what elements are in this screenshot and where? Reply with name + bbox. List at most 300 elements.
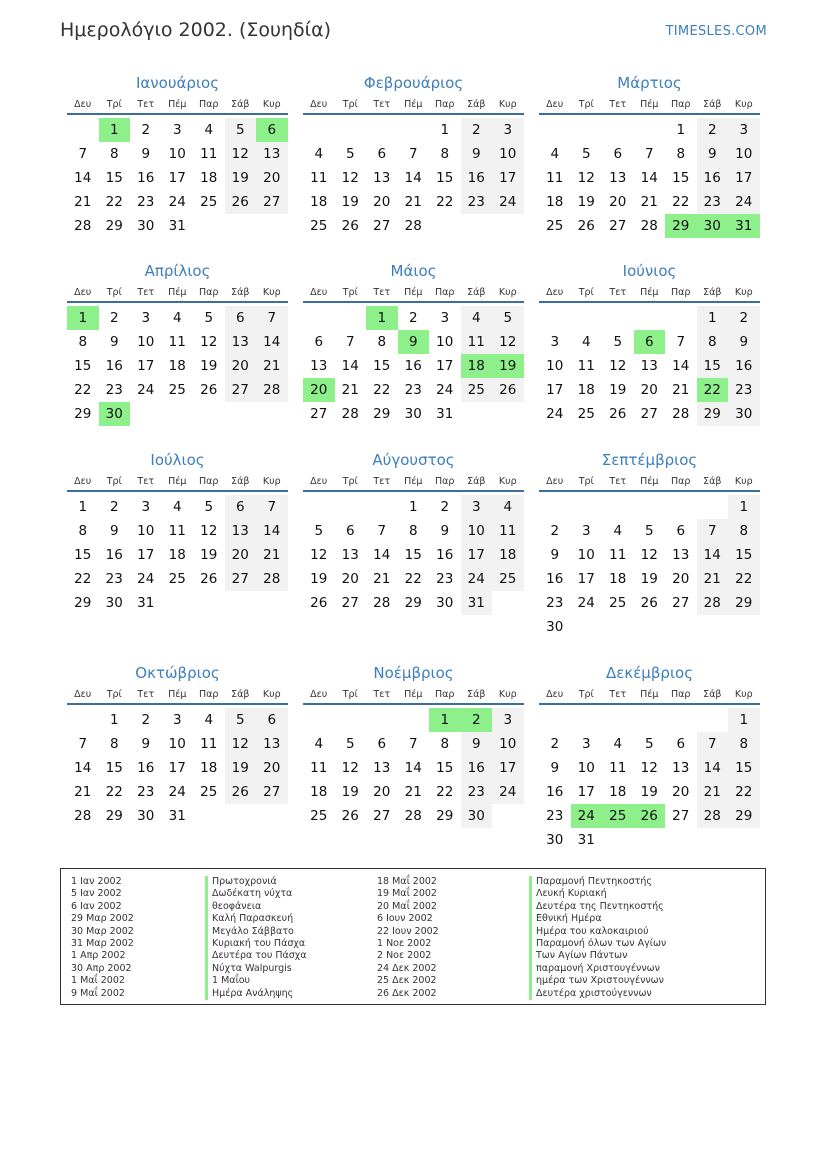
empty-day-cell <box>256 591 288 615</box>
weekend-day-cell: 7 <box>697 732 729 756</box>
day-cell: 8 <box>109 736 119 752</box>
week-row <box>303 306 524 330</box>
weekday-header <box>539 473 760 492</box>
day-cell: 23 <box>137 194 155 210</box>
day-cell: 29 <box>74 595 92 611</box>
holiday-name: θεοφάνεια <box>205 901 307 913</box>
day-cell: 26 <box>341 218 359 234</box>
empty-day-cell <box>461 214 493 238</box>
weekday-label: Κυρ <box>262 476 281 487</box>
week-row <box>67 543 288 567</box>
month-calendar <box>67 449 288 615</box>
day-cell: 4 <box>314 736 324 752</box>
empty-day-cell <box>303 306 335 330</box>
day-cell: 18 <box>310 194 328 210</box>
day-cell: 9 <box>141 736 151 752</box>
holiday-name: Λευκή Κυριακή <box>529 888 666 900</box>
empty-day-cell <box>571 306 603 330</box>
weekday-label: Δευ <box>546 99 564 110</box>
week-row <box>303 190 524 214</box>
day-cell: 26 <box>640 595 658 611</box>
day-cell: 25 <box>168 382 186 398</box>
weekday-label: Κυρ <box>498 689 517 700</box>
holiday-name: Παραμονή όλων των Αγίων <box>529 938 666 950</box>
weekday-header <box>303 96 524 115</box>
day-cell: 10 <box>436 334 454 350</box>
day-cell: 23 <box>546 808 564 824</box>
weekend-day-cell: 26 <box>225 190 257 214</box>
holiday-day-cell: 9 <box>398 330 430 354</box>
day-cell: 15 <box>373 358 391 374</box>
weekday-label: Κυρ <box>262 287 281 298</box>
holiday-name: Νύχτα Walpurgis <box>205 963 307 975</box>
day-cell: 8 <box>78 523 88 539</box>
weekend-day-cell: 16 <box>728 354 760 378</box>
weekday-label: Τετ <box>373 476 391 487</box>
weekend-day-cell: 17 <box>728 166 760 190</box>
day-cell: 30 <box>137 218 155 234</box>
weekend-day-cell: 5 <box>225 118 257 142</box>
weekday-label: Σάβ <box>703 476 722 487</box>
weekend-day-cell: 6 <box>225 495 257 519</box>
holiday-day-cell: 6 <box>634 330 666 354</box>
day-cell: 13 <box>310 358 328 374</box>
holiday-date: 1 Απρ 2002 <box>71 950 126 962</box>
day-cell: 2 <box>550 523 560 539</box>
month-calendar <box>303 260 524 426</box>
day-cell: 27 <box>341 595 359 611</box>
weekend-day-cell: 17 <box>492 756 524 780</box>
day-cell: 30 <box>105 595 123 611</box>
day-cell: 22 <box>74 571 92 587</box>
weekday-label: Τρί <box>106 689 122 700</box>
empty-day-cell <box>303 495 335 519</box>
empty-day-cell <box>193 214 225 238</box>
day-cell: 16 <box>137 170 155 186</box>
weekend-day-cell: 14 <box>256 330 288 354</box>
day-cell: 11 <box>168 523 186 539</box>
holiday-date: 2 Νοε 2002 <box>377 950 432 962</box>
empty-day-cell <box>728 828 760 852</box>
day-cell: 10 <box>577 547 595 563</box>
day-cell: 1 <box>408 499 418 515</box>
weekday-label: Δευ <box>546 287 564 298</box>
day-cell: 15 <box>404 547 422 563</box>
day-cell: 11 <box>609 760 627 776</box>
holiday-name: Καλή Παρασκευή <box>205 913 307 925</box>
weekday-label: Παρ <box>671 476 691 487</box>
holiday-day-cell: 2 <box>461 708 493 732</box>
weekday-header <box>539 686 760 705</box>
day-cell: 6 <box>676 523 686 539</box>
empty-day-cell <box>335 118 367 142</box>
empty-day-cell <box>303 708 335 732</box>
weekday-label: Πέμ <box>404 476 423 487</box>
day-cell: 4 <box>204 712 214 728</box>
weekday-label: Πέμ <box>640 476 659 487</box>
week-row <box>303 378 524 402</box>
day-cell: 28 <box>672 406 690 422</box>
day-cell: 2 <box>440 499 450 515</box>
weekday-label: Σάβ <box>231 476 250 487</box>
weekday-header <box>303 284 524 303</box>
day-cell: 30 <box>137 808 155 824</box>
day-cell: 24 <box>546 406 564 422</box>
holiday-name: Μεγάλο Σάββατο <box>205 926 307 938</box>
week-row <box>539 166 760 190</box>
page-title: Ημερολόγιο 2002. (Σουηδία) <box>60 19 332 41</box>
day-cell: 7 <box>345 334 355 350</box>
day-cell: 6 <box>613 146 623 162</box>
day-cell: 11 <box>310 170 328 186</box>
month-title: Μάιος <box>390 262 437 280</box>
month-calendar <box>539 72 760 238</box>
week-row <box>539 708 760 732</box>
day-cell: 20 <box>341 571 359 587</box>
day-cell: 17 <box>436 358 454 374</box>
day-cell: 29 <box>74 406 92 422</box>
day-cell: 24 <box>168 194 186 210</box>
day-cell: 13 <box>672 547 690 563</box>
holiday-day-cell: 20 <box>303 378 335 402</box>
weekend-day-cell: 27 <box>225 378 257 402</box>
empty-day-cell <box>162 402 194 426</box>
weekday-label: Δευ <box>310 689 328 700</box>
week-row <box>539 190 760 214</box>
week-row <box>67 306 288 330</box>
empty-day-cell <box>571 118 603 142</box>
day-cell: 1 <box>109 712 119 728</box>
day-cell: 23 <box>105 571 123 587</box>
day-cell: 7 <box>408 736 418 752</box>
holiday-day-cell: 30 <box>697 214 729 238</box>
day-cell: 15 <box>105 760 123 776</box>
day-cell: 17 <box>577 571 595 587</box>
day-cell: 12 <box>640 547 658 563</box>
day-cell: 19 <box>200 547 218 563</box>
week-row <box>67 330 288 354</box>
day-cell: 17 <box>168 170 186 186</box>
week-row <box>67 214 288 238</box>
day-cell: 4 <box>172 499 182 515</box>
day-cell: 19 <box>640 784 658 800</box>
weekday-label: Τρί <box>578 689 594 700</box>
month-calendar <box>303 662 524 828</box>
day-cell: 7 <box>676 334 686 350</box>
weekend-day-cell: 29 <box>728 804 760 828</box>
holiday-day-cell: 29 <box>665 214 697 238</box>
empty-day-cell <box>225 214 257 238</box>
weekday-header <box>303 473 524 492</box>
weekend-day-cell: 5 <box>492 306 524 330</box>
week-row <box>303 166 524 190</box>
holiday-name: παραμονή Χριστουγέννων <box>529 963 666 975</box>
weekday-label: Κυρ <box>734 689 753 700</box>
month-calendar <box>303 72 524 238</box>
day-cell: 6 <box>345 523 355 539</box>
holiday-name: Ημέρα του καλοκαιριού <box>529 926 666 938</box>
day-cell: 12 <box>341 170 359 186</box>
empty-day-cell <box>602 118 634 142</box>
brand-link[interactable]: TIMESLES.COM <box>665 24 767 39</box>
legend-dates-right <box>377 876 439 1000</box>
holiday-date: 29 Μαρ 2002 <box>71 913 134 925</box>
weekend-day-cell: 13 <box>225 330 257 354</box>
day-cell: 7 <box>644 146 654 162</box>
day-cell: 22 <box>74 382 92 398</box>
day-cell: 16 <box>137 760 155 776</box>
day-cell: 14 <box>74 760 92 776</box>
weekday-label: Δευ <box>74 99 92 110</box>
holiday-date: 5 Ιαν 2002 <box>71 888 122 900</box>
weekend-day-cell: 18 <box>492 543 524 567</box>
week-row <box>303 543 524 567</box>
month-title: Οκτώβριος <box>135 664 220 682</box>
weekday-label: Δευ <box>74 689 92 700</box>
week-row <box>67 166 288 190</box>
holiday-name: 1 Μαΐου <box>205 975 307 987</box>
day-cell: 13 <box>373 760 391 776</box>
week-row <box>67 142 288 166</box>
weekday-label: Παρ <box>671 99 691 110</box>
empty-day-cell <box>335 708 367 732</box>
holiday-name: Κυριακή του Πάσχα <box>205 938 307 950</box>
holiday-legend <box>60 868 766 1005</box>
weekday-header <box>67 284 288 303</box>
empty-day-cell <box>398 118 430 142</box>
month-title: Μάρτιος <box>617 74 682 92</box>
weekend-day-cell: 12 <box>225 732 257 756</box>
weekend-day-cell: 23 <box>728 378 760 402</box>
day-cell: 20 <box>672 571 690 587</box>
day-cell: 29 <box>373 406 391 422</box>
day-cell: 25 <box>577 406 595 422</box>
day-cell: 20 <box>609 194 627 210</box>
day-cell: 8 <box>676 146 686 162</box>
month-calendar <box>539 449 760 639</box>
day-cell: 7 <box>377 523 387 539</box>
day-cell: 16 <box>436 547 454 563</box>
day-cell: 27 <box>373 808 391 824</box>
day-cell: 24 <box>436 382 454 398</box>
weekday-label: Τετ <box>373 287 391 298</box>
holiday-day-cell: 6 <box>256 118 288 142</box>
weekday-label: Πέμ <box>404 99 423 110</box>
weekend-day-cell: 5 <box>225 708 257 732</box>
week-row <box>303 567 524 591</box>
holiday-date: 6 Ιουν 2002 <box>377 913 433 925</box>
day-cell: 5 <box>345 146 355 162</box>
weekday-label: Κυρ <box>262 99 281 110</box>
weekday-label: Τετ <box>137 99 155 110</box>
day-cell: 5 <box>204 310 214 326</box>
day-cell: 2 <box>550 736 560 752</box>
empty-day-cell <box>602 615 634 639</box>
week-row <box>67 402 288 426</box>
holiday-date: 1 Ιαν 2002 <box>71 876 122 887</box>
day-cell: 5 <box>314 523 324 539</box>
week-row <box>303 330 524 354</box>
day-cell: 27 <box>672 808 690 824</box>
weekday-label: Σάβ <box>231 99 250 110</box>
legend-dates-left <box>71 876 134 1000</box>
weekend-day-cell: 28 <box>697 804 729 828</box>
weekday-label: Πέμ <box>168 99 187 110</box>
day-cell: 28 <box>404 808 422 824</box>
day-cell: 31 <box>436 406 454 422</box>
day-cell: 3 <box>172 712 182 728</box>
weekday-label: Τρί <box>106 99 122 110</box>
weekend-day-cell: 17 <box>492 166 524 190</box>
weekend-day-cell: 8 <box>728 519 760 543</box>
day-cell: 29 <box>436 808 454 824</box>
day-cell: 13 <box>609 170 627 186</box>
day-cell: 15 <box>74 358 92 374</box>
day-cell: 19 <box>341 194 359 210</box>
empty-day-cell <box>539 306 571 330</box>
weekend-day-cell: 2 <box>461 118 493 142</box>
weekend-day-cell: 21 <box>256 543 288 567</box>
week-row <box>303 402 524 426</box>
weekday-label: Τρί <box>578 476 594 487</box>
weekend-day-cell: 3 <box>492 708 524 732</box>
weekend-day-cell: 7 <box>256 306 288 330</box>
day-cell: 18 <box>609 571 627 587</box>
day-cell: 29 <box>404 595 422 611</box>
day-cell: 13 <box>672 760 690 776</box>
weekday-label: Σάβ <box>231 287 250 298</box>
day-cell: 28 <box>341 406 359 422</box>
empty-day-cell <box>366 118 398 142</box>
day-cell: 25 <box>609 595 627 611</box>
day-cell: 21 <box>74 194 92 210</box>
weekday-label: Κυρ <box>734 476 753 487</box>
day-cell: 21 <box>404 784 422 800</box>
week-row <box>539 591 760 615</box>
day-cell: 12 <box>200 334 218 350</box>
weekend-day-cell: 15 <box>728 756 760 780</box>
weekday-label: Πέμ <box>168 476 187 487</box>
empty-day-cell <box>602 306 634 330</box>
weekend-day-cell: 22 <box>728 780 760 804</box>
holiday-name: ημέρα των Χριστουγέννων <box>529 975 666 987</box>
weekend-day-cell: 13 <box>225 519 257 543</box>
weekday-label: Τετ <box>137 476 155 487</box>
day-cell: 20 <box>373 784 391 800</box>
legend-names-left <box>205 876 307 1000</box>
holiday-date: 30 Απρ 2002 <box>71 962 132 974</box>
empty-day-cell <box>193 804 225 828</box>
day-cell: 11 <box>168 334 186 350</box>
weekend-day-cell: 13 <box>256 732 288 756</box>
weekend-day-cell: 23 <box>697 190 729 214</box>
empty-day-cell <box>256 402 288 426</box>
empty-day-cell <box>225 804 257 828</box>
weekend-day-cell: 30 <box>728 402 760 426</box>
weekend-day-cell: 20 <box>225 354 257 378</box>
weekend-day-cell: 19 <box>225 166 257 190</box>
weekend-day-cell: 9 <box>697 142 729 166</box>
week-row <box>539 330 760 354</box>
week-row <box>303 708 524 732</box>
day-cell: 5 <box>613 334 623 350</box>
day-cell: 20 <box>640 382 658 398</box>
day-cell: 30 <box>546 619 564 635</box>
weekday-label: Τετ <box>609 689 627 700</box>
weekday-label: Δευ <box>74 287 92 298</box>
empty-day-cell <box>634 828 666 852</box>
weekend-day-cell: 21 <box>256 354 288 378</box>
day-cell: 4 <box>204 122 214 138</box>
week-row <box>539 118 760 142</box>
weekday-label: Κυρ <box>734 99 753 110</box>
day-cell: 9 <box>440 523 450 539</box>
weekday-label: Τετ <box>609 99 627 110</box>
day-cell: 29 <box>105 808 123 824</box>
day-cell: 26 <box>200 571 218 587</box>
day-cell: 4 <box>172 310 182 326</box>
day-cell: 10 <box>168 736 186 752</box>
empty-day-cell <box>366 708 398 732</box>
day-cell: 12 <box>640 760 658 776</box>
empty-day-cell <box>665 708 697 732</box>
empty-day-cell <box>634 118 666 142</box>
day-cell: 28 <box>74 808 92 824</box>
day-cell: 20 <box>373 194 391 210</box>
holiday-date: 18 Μαΐ 2002 <box>377 876 437 887</box>
week-row <box>303 495 524 519</box>
weekend-day-cell: 24 <box>492 780 524 804</box>
day-cell: 16 <box>105 358 123 374</box>
weekday-label: Δευ <box>546 476 564 487</box>
day-cell: 11 <box>609 547 627 563</box>
weekend-day-cell: 27 <box>256 190 288 214</box>
holiday-date: 9 Μαΐ 2002 <box>71 987 125 999</box>
day-cell: 16 <box>546 784 564 800</box>
weekday-label: Σάβ <box>703 689 722 700</box>
week-row <box>303 591 524 615</box>
day-cell: 21 <box>672 382 690 398</box>
day-cell: 21 <box>341 382 359 398</box>
week-row <box>67 756 288 780</box>
weekend-day-cell: 28 <box>256 378 288 402</box>
week-row <box>539 378 760 402</box>
holiday-name: Παραμονή Πεντηκοστής <box>529 876 666 888</box>
holiday-day-cell: 22 <box>697 378 729 402</box>
weekday-label: Τρί <box>342 99 358 110</box>
empty-day-cell <box>193 402 225 426</box>
weekend-day-cell: 15 <box>728 543 760 567</box>
weekday-header <box>67 686 288 705</box>
weekday-label: Πέμ <box>168 287 187 298</box>
day-cell: 8 <box>440 736 450 752</box>
weekend-day-cell: 1 <box>728 495 760 519</box>
weekend-day-cell: 2 <box>728 306 760 330</box>
day-cell: 3 <box>581 523 591 539</box>
weekend-day-cell: 14 <box>697 756 729 780</box>
day-cell: 5 <box>581 146 591 162</box>
empty-day-cell <box>728 615 760 639</box>
empty-day-cell <box>665 828 697 852</box>
day-cell: 18 <box>168 358 186 374</box>
day-cell: 25 <box>168 571 186 587</box>
weekday-label: Σάβ <box>467 287 486 298</box>
day-cell: 22 <box>672 194 690 210</box>
day-cell: 9 <box>109 334 119 350</box>
day-cell: 25 <box>546 218 564 234</box>
week-row <box>67 118 288 142</box>
holiday-day-cell: 19 <box>492 354 524 378</box>
